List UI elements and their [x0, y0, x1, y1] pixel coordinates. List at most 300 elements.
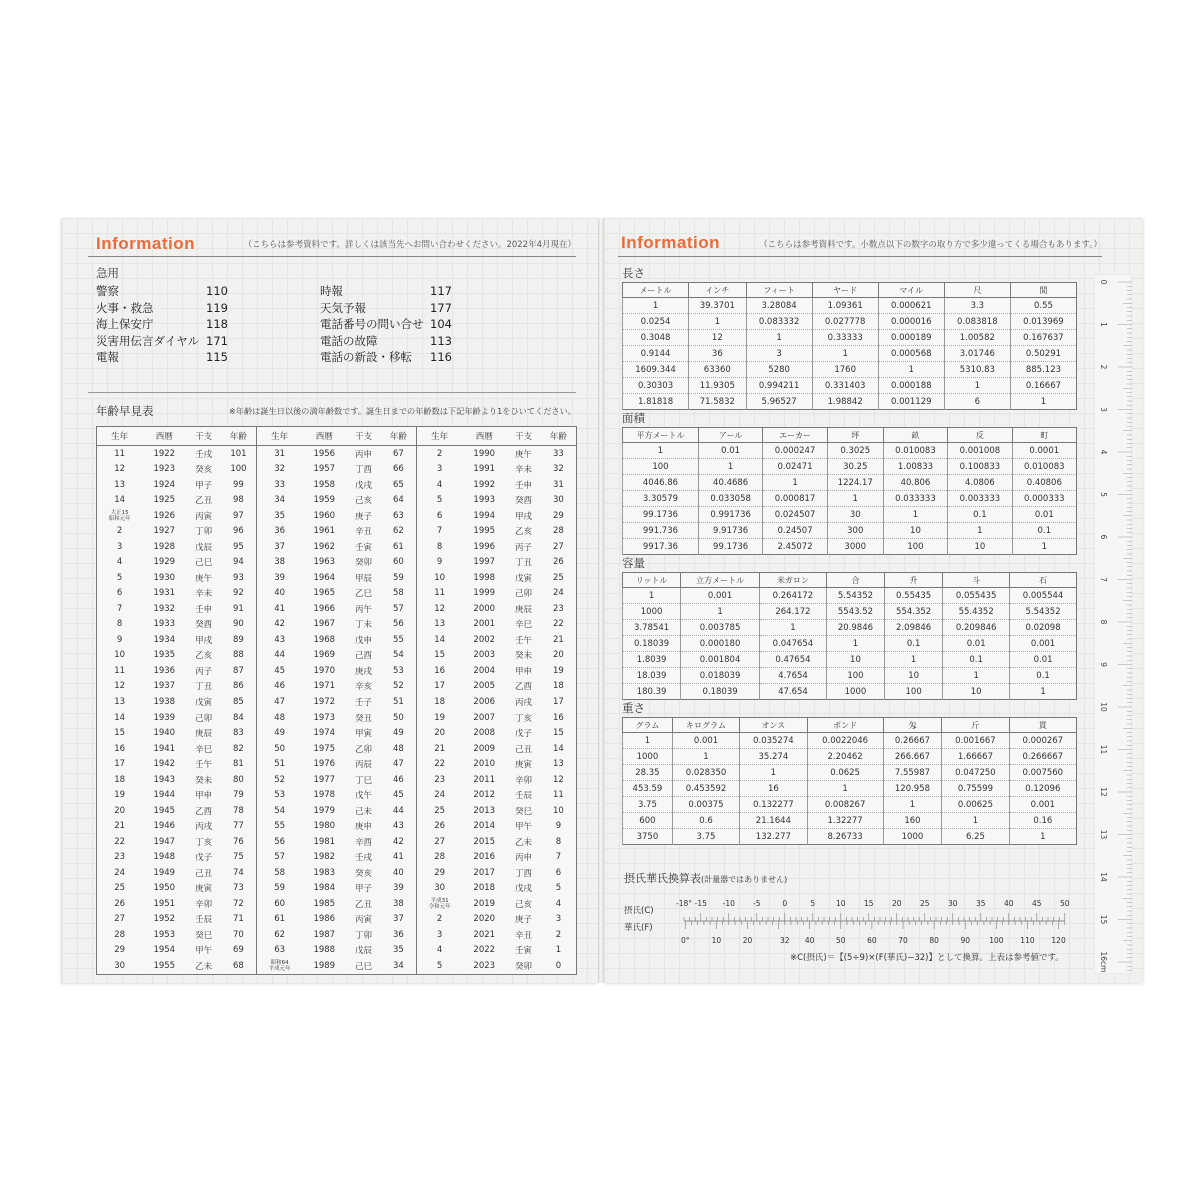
right-page-title: Information [621, 233, 720, 252]
age-cell: 1979 [313, 805, 336, 816]
age-cell: 51 [393, 697, 404, 707]
conversion-cell: 10 [885, 668, 943, 684]
conversion-table [622, 717, 1077, 845]
conversion-cell: 0.100833 [948, 459, 1012, 475]
conversion-cell: 1 [948, 523, 1012, 539]
age-cell: 64 [393, 495, 404, 506]
conversion-cell: 0.00375 [672, 797, 739, 813]
age-cell: 壬辰 [515, 791, 533, 802]
age-cell: 9 [555, 821, 562, 832]
age-header-cell: 生年 [416, 427, 462, 446]
table-row [623, 636, 1077, 652]
conversion-cell: 0.033333 [883, 491, 947, 507]
ruler-label: 7 [1099, 577, 1108, 582]
age-cell: 1941 [153, 743, 176, 754]
conversion-cell: 39.3701 [689, 298, 746, 314]
celsius-label: 摂氏(C) [624, 906, 654, 916]
age-cell: 甲戌 [515, 511, 533, 522]
conversion-cell: 600 [623, 813, 673, 829]
age-cell: 37 [393, 914, 404, 925]
age-cell: 壬戌 [195, 449, 213, 460]
age-cell: 己丑 [195, 868, 213, 879]
age-cell: 89 [233, 634, 244, 645]
table-row [97, 710, 577, 726]
fahrenheit-tick-label: 100 [989, 936, 1004, 945]
emergency-item [96, 349, 236, 366]
age-cell: 73 [233, 883, 244, 894]
conversion-cell: 0.132277 [740, 797, 807, 813]
age-cell: 甲戌 [195, 635, 213, 646]
age-cell: 24 [416, 787, 462, 803]
age-cell: 50 [393, 712, 404, 723]
age-cell: 己亥 [355, 496, 373, 507]
conversion-cell: 0.33333 [812, 330, 878, 346]
age-cell: 丙辰 [355, 760, 373, 771]
conversion-cell: 0.013969 [1010, 314, 1076, 330]
age-cell: 6 [416, 508, 462, 524]
age-cell: 55 [256, 818, 302, 834]
conversion-header-cell: ポンド [807, 718, 883, 733]
conversion-cell: 0.000568 [878, 346, 944, 362]
age-cell: 66 [393, 464, 404, 475]
age-cell: 3 [116, 541, 123, 552]
conversion-cell: 5280 [746, 362, 812, 378]
conversion-cell: 885.123 [1010, 362, 1076, 378]
celsius-tick-label: 50 [1060, 899, 1070, 908]
emergency-item [320, 349, 460, 366]
celsius-tick-label: -15 [694, 899, 707, 908]
conversion-cell: 40.4686 [698, 475, 762, 491]
ruler-label: 15 [1099, 914, 1108, 925]
age-cell: 2019 [473, 898, 496, 909]
age-cell: 13 [114, 697, 126, 707]
age-cell: 壬辰 [195, 915, 213, 926]
age-cell: 平成31 令和元年 [416, 896, 462, 912]
conversion-cell: 0.47654 [760, 652, 827, 668]
age-cell: 3 [416, 462, 462, 478]
age-cell: 癸卯 [515, 961, 533, 972]
age-cell: 己卯 [515, 589, 533, 600]
table-row [97, 601, 577, 617]
table-row [97, 570, 577, 586]
age-cell: 1997 [473, 557, 496, 568]
age-header-cell: 年齢 [381, 427, 417, 446]
age-cell: 丁卯 [355, 930, 373, 941]
age-cell: 37 [256, 539, 302, 555]
age-cell: 1994 [473, 510, 496, 521]
celsius-tick-label: -18° [676, 899, 692, 908]
conversion-header-cell: 尺 [944, 283, 1010, 298]
conversion-cell: 0.01 [1010, 652, 1077, 668]
age-cell: 丙戌 [515, 698, 533, 708]
table-row [97, 493, 577, 509]
conversion-cell: 5310.83 [944, 362, 1010, 378]
age-cell: 丁丑 [195, 682, 213, 693]
age-cell: 38 [393, 898, 404, 909]
conversion-cell: 10 [948, 539, 1012, 555]
age-cell: 75 [233, 852, 244, 863]
age-cell: 1953 [153, 929, 176, 940]
table-row [97, 927, 577, 943]
conversion-cell: 16 [740, 781, 807, 797]
age-cell: 9 [116, 634, 123, 645]
conversion-cell: 1 [1010, 684, 1077, 700]
age-cell: 8 [555, 836, 562, 847]
age-cell: 44 [256, 648, 302, 664]
age-cell: 11 [114, 448, 126, 459]
conversion-cell: 3.3 [944, 298, 1010, 314]
age-cell: 1984 [313, 883, 336, 894]
conversion-header-cell: インチ [689, 283, 746, 298]
conversion-cell: 100 [826, 668, 884, 684]
conversion-cell: 35.274 [740, 749, 807, 765]
age-cell: 1974 [313, 728, 336, 739]
age-cell: 2007 [473, 712, 496, 723]
conversion-cell: 0.02471 [763, 459, 827, 475]
conversion-cell: 40.806 [883, 475, 947, 491]
age-cell: 1950 [153, 883, 176, 894]
age-cell: 戊寅 [515, 573, 533, 584]
age-cell: 51 [256, 756, 302, 772]
celsius-tick-label: 20 [892, 899, 902, 908]
conversion-cell: 0.209846 [943, 620, 1010, 636]
age-cell: 1998 [473, 572, 496, 583]
table-row [623, 668, 1077, 684]
age-cell: 壬申 [195, 604, 213, 615]
age-cell: 乙卯 [355, 744, 373, 755]
age-cell: 丙寅 [355, 915, 373, 926]
age-cell: 42 [393, 836, 404, 847]
conversion-cell: 10 [883, 523, 947, 539]
age-cell: 1996 [473, 541, 496, 552]
conversion-cell: 0.0001 [1012, 443, 1076, 459]
age-cell: 戊戌 [355, 480, 373, 491]
age-cell: 2003 [473, 650, 496, 661]
age-cell: 58 [256, 865, 302, 881]
table-row [97, 648, 577, 664]
conversion-cell: 0.12096 [1009, 781, 1076, 797]
age-cell: 丁未 [355, 620, 373, 631]
conversion-cell: 1 [1009, 829, 1076, 845]
conversion-header-cell: オンス [740, 718, 807, 733]
age-cell: 13 [416, 617, 462, 633]
age-cell: 47 [256, 694, 302, 710]
age-cell: 1962 [313, 541, 336, 552]
age-cell: 1924 [153, 479, 176, 490]
age-cell: 33 [256, 477, 302, 493]
age-cell: 乙亥 [515, 527, 533, 538]
age-cell: 甲午 [195, 946, 213, 957]
age-cell: 70 [233, 929, 244, 940]
age-cell: 68 [233, 960, 244, 971]
age-cell: 98 [233, 495, 244, 506]
emergency-number: 117 [430, 284, 452, 298]
age-cell: 8 [116, 619, 123, 630]
ruler-label: 0 [1099, 279, 1108, 285]
temperature-title: 摂氏華氏換算表(計量器ではありません) [624, 872, 788, 885]
conversion-cell: 0.1 [885, 636, 943, 652]
age-cell: 2022 [473, 945, 496, 956]
conversion-cell: 1.81818 [623, 394, 689, 410]
age-cell: 2 [416, 911, 462, 927]
age-cell: 1977 [313, 774, 336, 785]
age-cell: 癸巳 [195, 930, 213, 941]
age-cell: 26 [114, 898, 126, 909]
table-row [97, 694, 577, 710]
conversion-cell: 1.8039 [623, 652, 681, 668]
conversion-header-cell: 反 [948, 428, 1012, 443]
conversion-cell: 0.001804 [681, 652, 760, 668]
age-cell: 1992 [473, 479, 496, 490]
conversion-cell: 0.083818 [944, 314, 1010, 330]
age-cell: 1943 [153, 774, 176, 785]
conversion-cell: 4046.86 [623, 475, 699, 491]
age-cell: 1982 [313, 852, 336, 863]
age-cell: 1978 [313, 790, 336, 801]
age-cell: 28 [416, 849, 462, 865]
age-cell: 84 [233, 712, 244, 723]
age-cell: 辛巳 [515, 620, 533, 631]
age-cell: 80 [233, 774, 244, 785]
age-cell: 丙寅 [195, 511, 213, 522]
celsius-tick-label: -5 [753, 899, 761, 908]
conversion-cell: 0.000267 [1009, 733, 1076, 749]
fahrenheit-tick-label: 0° [680, 936, 690, 945]
conversion-cell: 1 [878, 362, 944, 378]
conversion-cell: 10 [826, 652, 884, 668]
age-cell: 61 [256, 911, 302, 927]
emergency-number: 110 [206, 284, 228, 298]
conversion-title: 重さ [622, 701, 645, 715]
age-cell: 5 [116, 572, 123, 583]
age-cell: 乙巳 [355, 589, 373, 600]
ruler-label: 10 [1099, 702, 1108, 712]
age-cell: 34 [393, 960, 404, 971]
age-cell: 丙子 [515, 542, 533, 553]
conversion-cell: 1.32277 [807, 813, 883, 829]
conversion-cell: 99.1736 [698, 539, 762, 555]
age-cell: 4 [416, 943, 462, 959]
age-cell: 1936 [153, 665, 176, 676]
conversion-cell: 0.1 [943, 652, 1010, 668]
age-cell: 1929 [153, 557, 176, 568]
age-cell: 18 [114, 774, 126, 785]
age-cell: 10 [416, 570, 462, 586]
age-header-cell: 干支 [506, 427, 541, 446]
age-table-note: ※年齢は誕生日以後の満年齢数です。誕生日までの年齢数は下記年齢より1をひいてください。 [228, 406, 576, 416]
age-cell: 丙子 [195, 666, 213, 677]
age-cell: 42 [256, 617, 302, 633]
age-cell: 48 [393, 743, 404, 754]
conversion-cell: 0.1 [948, 507, 1012, 523]
age-cell: 1934 [153, 634, 176, 645]
age-cell: 丁亥 [195, 837, 213, 848]
conversion-cell: 1000 [623, 604, 681, 620]
conversion-cell: 3.75 [623, 797, 673, 813]
conversion-cell: 0.001 [1009, 797, 1076, 813]
ruler-label: 13 [1099, 829, 1108, 840]
table-row [97, 617, 577, 633]
age-cell: 2 [116, 526, 123, 537]
age-cell: 48 [256, 710, 302, 726]
conversion-cell: 1 [883, 797, 942, 813]
conversion-cell: 9.91736 [698, 523, 762, 539]
ruler-label: 14 [1099, 872, 1108, 882]
conversion-cell: 1 [623, 588, 681, 604]
emergency-item [320, 283, 460, 300]
conversion-cell: 1 [943, 668, 1010, 684]
age-cell: 1985 [313, 898, 336, 909]
age-cell: 54 [256, 803, 302, 819]
age-cell: 28 [553, 526, 564, 537]
age-cell: 2015 [473, 836, 496, 847]
conversion-cell: 0.000817 [763, 491, 827, 507]
conversion-header-cell: アール [698, 428, 762, 443]
age-cell: 90 [233, 619, 244, 630]
age-cell: 1932 [153, 603, 176, 614]
conversion-header-cell: ヤード [812, 283, 878, 298]
emergency-label: 電話の故障 [320, 333, 378, 348]
conversion-cell: 3 [746, 346, 812, 362]
age-cell: 1954 [153, 945, 176, 956]
conversion-cell: 0.3025 [827, 443, 883, 459]
table-row [97, 508, 577, 524]
emergency-label: 電話番号の問い合せ [320, 317, 424, 331]
age-cell: 己卯 [195, 713, 213, 724]
conversion-header-cell: グラム [623, 718, 673, 733]
table-row [623, 604, 1077, 620]
conversion-cell: 0.001 [1010, 636, 1077, 652]
conversion-cell: 0.01 [1012, 507, 1076, 523]
age-cell: 壬午 [515, 635, 533, 646]
age-cell: 25 [114, 883, 126, 894]
age-cell: 45 [393, 790, 404, 801]
conversion-header-cell: 匁 [883, 718, 942, 733]
age-cell: 43 [256, 632, 302, 648]
conversion-cell: 0.055435 [943, 588, 1010, 604]
age-cell: 1938 [153, 697, 176, 707]
age-cell: 己未 [355, 806, 373, 817]
emergency-number: 113 [430, 333, 452, 348]
age-cell: 5 [416, 958, 462, 974]
age-cell: 17 [553, 697, 564, 707]
age-cell: 庚寅 [515, 760, 533, 771]
age-cell: 60 [256, 896, 302, 912]
age-cell: 19 [416, 710, 462, 726]
conversion-cell: 0.24507 [763, 523, 827, 539]
age-cell: 88 [233, 650, 244, 661]
age-cell: 53 [393, 665, 404, 676]
conversion-header-cell: フィート [746, 283, 812, 298]
age-cell: 49 [256, 725, 302, 741]
table-row [97, 911, 577, 927]
conversion-table [622, 572, 1077, 700]
age-cell: 1991 [473, 464, 496, 475]
table-row [623, 797, 1077, 813]
age-cell: 1946 [153, 821, 176, 832]
age-cell: 戊午 [355, 791, 373, 802]
age-cell: 丁丑 [515, 558, 533, 569]
age-cell: 76 [233, 836, 244, 847]
age-cell: 85 [233, 697, 244, 707]
age-cell: 1931 [153, 588, 176, 599]
age-cell: 86 [233, 681, 244, 692]
conversion-cell: 3000 [827, 539, 883, 555]
age-cell: 2002 [473, 634, 496, 645]
ruler-label: 1 [1099, 322, 1108, 327]
table-row [97, 958, 577, 974]
conversion-table [622, 282, 1077, 410]
age-cell: 1955 [153, 960, 176, 971]
emergency-label: 電話の新設・移転 [320, 350, 412, 364]
age-cell: 1933 [153, 619, 176, 630]
age-cell: 庚午 [195, 573, 213, 584]
conversion-cell: 0.55435 [885, 588, 943, 604]
age-cell: 58 [393, 588, 404, 599]
age-cell: 辛酉 [355, 837, 373, 848]
age-cell: 1987 [313, 929, 336, 940]
age-cell: 27 [416, 834, 462, 850]
table-row [97, 477, 577, 493]
age-cell: 壬寅 [515, 946, 533, 957]
age-cell: 10 [114, 650, 126, 661]
ruler [1094, 274, 1132, 974]
age-cell: 22 [553, 619, 564, 630]
conversion-title: 容量 [622, 556, 645, 570]
table-row [97, 741, 577, 757]
conversion-cell: 21.1644 [740, 813, 807, 829]
conversion-header-cell: 畝 [883, 428, 947, 443]
table-row [97, 539, 577, 555]
celsius-tick-label: 15 [864, 899, 874, 908]
conversion-cell: 0.266667 [1009, 749, 1076, 765]
age-cell: 29 [553, 510, 564, 521]
emergency-item [96, 283, 236, 300]
conversion-cell: 1224.17 [827, 475, 883, 491]
header-rule [618, 256, 1102, 257]
age-cell: 32 [256, 462, 302, 478]
conversion-cell: 266.667 [883, 749, 942, 765]
age-cell: 1959 [313, 495, 336, 506]
age-cell: 1980 [313, 821, 336, 832]
age-cell: 15 [416, 648, 462, 664]
age-cell: 戊子 [195, 853, 213, 864]
fahrenheit-tick-label: 60 [867, 936, 877, 945]
age-cell: 壬戌 [355, 853, 373, 864]
table-row [97, 787, 577, 803]
age-cell: 25 [416, 803, 462, 819]
age-cell: 1949 [153, 867, 176, 878]
ruler-label: 6 [1099, 534, 1108, 540]
age-cell: 1957 [313, 464, 336, 475]
age-cell: 1967 [313, 619, 336, 630]
conversion-cell: 0.033058 [698, 491, 762, 507]
conversion-cell: 1.00833 [883, 459, 947, 475]
conversion-cell: 5543.52 [826, 604, 884, 620]
emergency-number: 116 [430, 350, 452, 364]
age-cell: 18 [553, 681, 564, 692]
age-cell: 30 [553, 495, 564, 506]
conversion-cell: 0.035274 [740, 733, 807, 749]
conversion-cell: 0.167637 [1010, 330, 1076, 346]
conversion-header [623, 283, 1077, 298]
age-cell: 1993 [473, 495, 496, 506]
age-cell: 8 [416, 539, 462, 555]
conversion-header-cell: 立方メートル [681, 573, 760, 588]
conversion-cell: 0.003333 [948, 491, 1012, 507]
age-header-cell: 西暦 [302, 427, 346, 446]
conversion-cell: 0.000621 [878, 298, 944, 314]
